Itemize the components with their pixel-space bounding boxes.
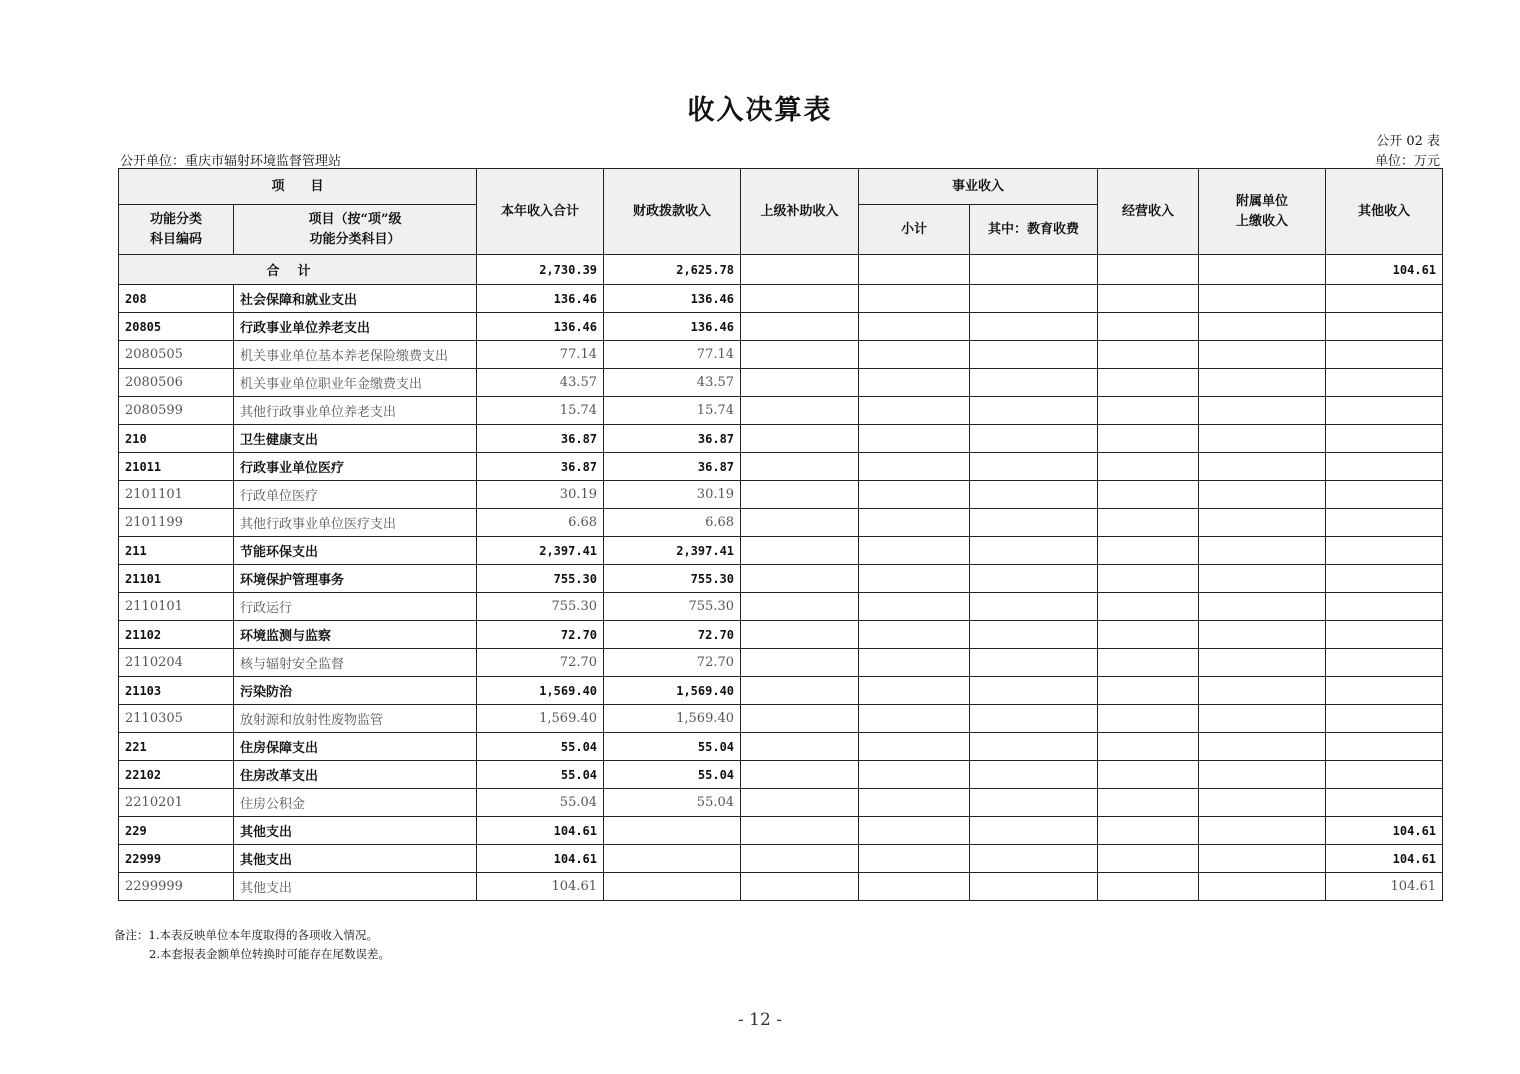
row-name: 社会保障和就业支出 (234, 285, 477, 313)
row-other (1326, 313, 1443, 341)
table-row (119, 873, 1443, 901)
row-code: 2110101 (119, 593, 234, 621)
row-other (1326, 369, 1443, 397)
row-total-income: 755.30 (477, 593, 604, 621)
row-code: 21103 (119, 677, 234, 705)
row-other (1326, 649, 1443, 677)
row-other (1326, 621, 1443, 649)
row-total-income: 55.04 (477, 761, 604, 789)
row-total-income: 755.30 (477, 565, 604, 593)
row-total-income: 72.70 (477, 649, 604, 677)
row-other (1326, 565, 1443, 593)
table-row (119, 621, 1443, 649)
header-edu-fee: 其中：教育收费 (970, 205, 1098, 255)
total-other-value: 104.61 (1326, 255, 1443, 285)
row-fiscal: 43.57 (604, 369, 741, 397)
row-total-income: 36.87 (477, 425, 604, 453)
row-name: 机关事业单位职业年金缴费支出 (234, 369, 477, 397)
row-code: 210 (119, 425, 234, 453)
row-total-income: 77.14 (477, 341, 604, 369)
row-other (1326, 789, 1443, 817)
row-total-income: 55.04 (477, 789, 604, 817)
row-code: 2299999 (119, 873, 234, 901)
table-row (119, 565, 1443, 593)
row-name: 行政运行 (234, 593, 477, 621)
header-total-income: 本年收入合计 (477, 169, 604, 255)
table-row (119, 705, 1443, 733)
table-row (119, 817, 1443, 845)
row-name: 其他行政事业单位医疗支出 (234, 509, 477, 537)
table-row (119, 285, 1443, 313)
row-fiscal: 136.46 (604, 285, 741, 313)
row-code: 211 (119, 537, 234, 565)
row-code: 2210201 (119, 789, 234, 817)
row-code: 221 (119, 733, 234, 761)
row-code: 2080505 (119, 341, 234, 369)
table-row (119, 537, 1443, 565)
row-fiscal: 755.30 (604, 593, 741, 621)
row-name: 行政事业单位养老支出 (234, 313, 477, 341)
header-subtotal: 小计 (859, 205, 970, 255)
row-name: 住房公积金 (234, 789, 477, 817)
table-row (119, 677, 1443, 705)
row-code: 21101 (119, 565, 234, 593)
header-func-name: 项目（按“项”级 功能分类科目） (234, 205, 477, 255)
row-fiscal: 55.04 (604, 761, 741, 789)
header-operating: 经营收入 (1098, 169, 1199, 255)
row-fiscal: 77.14 (604, 341, 741, 369)
row-other: 104.61 (1326, 845, 1443, 873)
table-row (119, 593, 1443, 621)
form-number: 公开 02 表 (1376, 134, 1440, 149)
table-body (119, 285, 1443, 901)
row-fiscal: 6.68 (604, 509, 741, 537)
income-table (118, 168, 1443, 901)
note-2: 2.本套报表金额单位转换时可能存在尾数误差。 (149, 947, 390, 961)
row-total-income: 72.70 (477, 621, 604, 649)
row-name: 住房改革支出 (234, 761, 477, 789)
row-code: 22102 (119, 761, 234, 789)
row-other (1326, 761, 1443, 789)
row-code: 208 (119, 285, 234, 313)
row-code: 22999 (119, 845, 234, 873)
row-other (1326, 509, 1443, 537)
table-row (119, 453, 1443, 481)
row-total-income: 104.61 (477, 873, 604, 901)
page-number: - 12 - (738, 1010, 782, 1030)
notes (114, 926, 390, 964)
row-name: 其他行政事业单位养老支出 (234, 397, 477, 425)
row-name: 机关事业单位基本养老保险缴费支出 (234, 341, 477, 369)
row-code: 2101199 (119, 509, 234, 537)
table-header (119, 169, 1443, 285)
row-other (1326, 705, 1443, 733)
table-row (119, 397, 1443, 425)
row-fiscal: 1,569.40 (604, 677, 741, 705)
row-fiscal (604, 873, 741, 901)
table-row (119, 761, 1443, 789)
header-business-income: 事业收入 (859, 169, 1098, 205)
row-name: 住房保障支出 (234, 733, 477, 761)
row-name: 行政单位医疗 (234, 481, 477, 509)
row-code: 20805 (119, 313, 234, 341)
row-other (1326, 733, 1443, 761)
row-name: 卫生健康支出 (234, 425, 477, 453)
row-other (1326, 593, 1443, 621)
row-code: 21102 (119, 621, 234, 649)
row-name: 其他支出 (234, 873, 477, 901)
row-total-income: 1,569.40 (477, 677, 604, 705)
table-row (119, 369, 1443, 397)
row-fiscal: 15.74 (604, 397, 741, 425)
row-fiscal: 30.19 (604, 481, 741, 509)
row-total-income: 104.61 (477, 845, 604, 873)
row-name: 其他支出 (234, 845, 477, 873)
row-total-income: 136.46 (477, 285, 604, 313)
table-row (119, 481, 1443, 509)
table-row (119, 789, 1443, 817)
currency-unit: 单位：万元 (1374, 154, 1440, 169)
header-func-code: 功能分类 科目编码 (119, 205, 234, 255)
total-fiscal-value: 2,625.78 (604, 255, 741, 285)
row-total-income: 30.19 (477, 481, 604, 509)
row-code: 2110305 (119, 705, 234, 733)
note-1: 备注：1.本表反映单位本年度取得的各项收入情况。 (114, 928, 378, 942)
row-code: 2101101 (119, 481, 234, 509)
row-fiscal: 55.04 (604, 789, 741, 817)
row-other: 104.61 (1326, 817, 1443, 845)
row-fiscal: 36.87 (604, 425, 741, 453)
table-row (119, 341, 1443, 369)
row-code: 21011 (119, 453, 234, 481)
row-other (1326, 481, 1443, 509)
table-row (119, 313, 1443, 341)
row-code: 2080506 (119, 369, 234, 397)
row-name: 放射源和放射性废物监管 (234, 705, 477, 733)
row-total-income: 43.57 (477, 369, 604, 397)
row-total-income: 104.61 (477, 817, 604, 845)
table-row (119, 733, 1443, 761)
table-row (119, 425, 1443, 453)
row-name: 环境监测与监察 (234, 621, 477, 649)
row-fiscal: 2,397.41 (604, 537, 741, 565)
header-superior-subsidy: 上级补助收入 (741, 169, 859, 255)
row-name: 行政事业单位医疗 (234, 453, 477, 481)
row-total-income: 55.04 (477, 733, 604, 761)
row-other: 104.61 (1326, 873, 1443, 901)
row-name: 节能环保支出 (234, 537, 477, 565)
table-row (119, 649, 1443, 677)
row-fiscal: 72.70 (604, 649, 741, 677)
total-income-value: 2,730.39 (477, 255, 604, 285)
row-other (1326, 677, 1443, 705)
header-affiliated: 附属单位 上缴收入 (1199, 169, 1326, 255)
row-fiscal: 1,569.40 (604, 705, 741, 733)
row-fiscal: 36.87 (604, 453, 741, 481)
row-fiscal (604, 845, 741, 873)
row-other (1326, 453, 1443, 481)
row-other (1326, 397, 1443, 425)
table-row (119, 509, 1443, 537)
row-total-income: 36.87 (477, 453, 604, 481)
reporting-unit: 公开单位：重庆市辐射环境监督管理站 (120, 154, 342, 169)
row-fiscal: 72.70 (604, 621, 741, 649)
row-name: 核与辐射安全监督 (234, 649, 477, 677)
row-code: 2080599 (119, 397, 234, 425)
row-name: 污染防治 (234, 677, 477, 705)
row-name: 其他支出 (234, 817, 477, 845)
row-other (1326, 285, 1443, 313)
row-total-income: 6.68 (477, 509, 604, 537)
row-total-income: 2,397.41 (477, 537, 604, 565)
row-other (1326, 537, 1443, 565)
row-fiscal: 55.04 (604, 733, 741, 761)
header-fiscal: 财政拨款收入 (604, 169, 741, 255)
page-title: 收入决算表 (687, 95, 833, 126)
row-other (1326, 341, 1443, 369)
row-other (1326, 425, 1443, 453)
row-code: 229 (119, 817, 234, 845)
total-row (119, 255, 1443, 285)
row-total-income: 15.74 (477, 397, 604, 425)
row-fiscal (604, 817, 741, 845)
header-other: 其他收入 (1326, 169, 1443, 255)
row-total-income: 1,569.40 (477, 705, 604, 733)
row-name: 环境保护管理事务 (234, 565, 477, 593)
row-fiscal: 136.46 (604, 313, 741, 341)
total-label: 合计 (119, 255, 477, 285)
row-total-income: 136.46 (477, 313, 604, 341)
row-fiscal: 755.30 (604, 565, 741, 593)
row-code: 2110204 (119, 649, 234, 677)
header-project: 项 目 (119, 169, 477, 205)
table-row (119, 845, 1443, 873)
